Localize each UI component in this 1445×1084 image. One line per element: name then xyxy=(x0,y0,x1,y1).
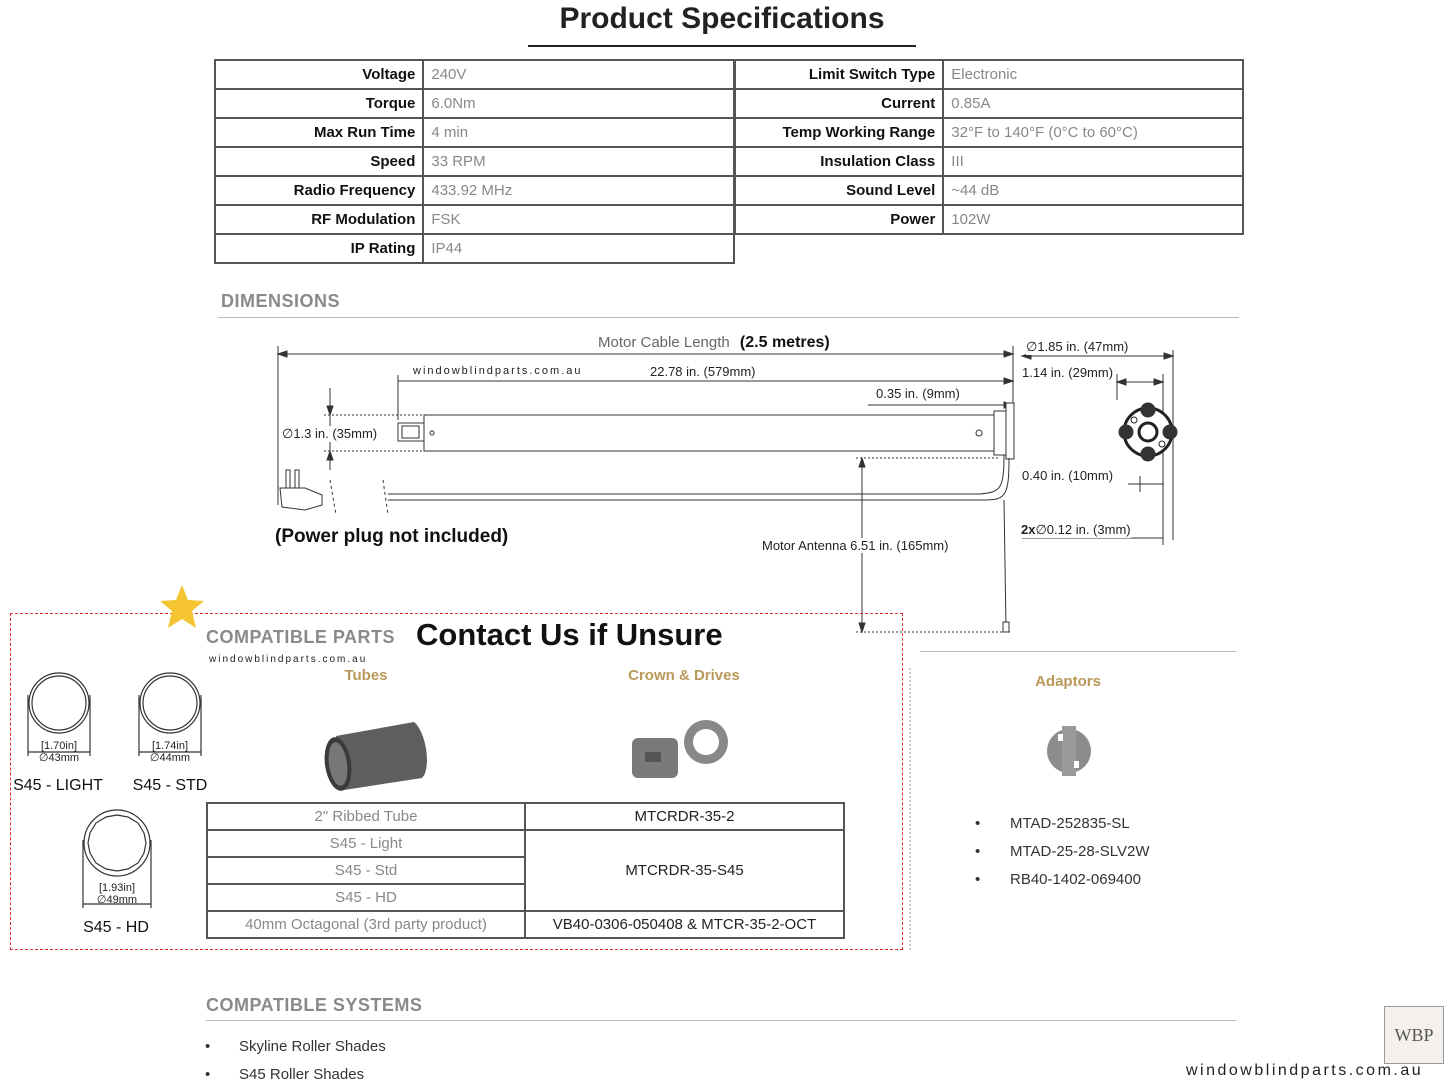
bullet-icon: • xyxy=(975,843,981,860)
tube-size-inch: [1.93in] xyxy=(98,882,136,894)
tube-cell: 40mm Octagonal (3rd party product) xyxy=(207,911,525,938)
footer-url: windowblindparts.com.au xyxy=(1186,1062,1424,1079)
adaptors-heading: Adaptors xyxy=(1035,673,1101,690)
tube-body xyxy=(424,415,994,451)
spec-value: 6.0Nm xyxy=(423,89,734,118)
drive-end-inner xyxy=(402,426,419,438)
arrow-icon xyxy=(1117,379,1126,385)
crown-cell: MTCRDR-35-2 xyxy=(525,803,844,830)
spec-value: IP44 xyxy=(423,234,734,263)
parts-watermark: windowblindparts.com.au xyxy=(209,654,368,665)
tube-size-inch: [1.74in] xyxy=(151,740,189,752)
system-name: S45 Roller Shades xyxy=(239,1066,365,1083)
tube-size-mm: ∅44mm xyxy=(149,752,191,764)
tube-profile-std-icon xyxy=(140,673,200,733)
bullet-icon: • xyxy=(975,815,981,832)
adaptor-code: MTAD-25-28-SLV2W xyxy=(1010,843,1150,860)
holes-label xyxy=(1021,522,1131,538)
antenna-line xyxy=(1004,500,1006,628)
spec-value: 32°F to 140°F (0°C to 60°C) xyxy=(943,118,1243,147)
spec-label: RF Modulation xyxy=(215,205,423,234)
tube-profile-light-icon xyxy=(29,673,89,733)
power-plug-icon xyxy=(280,488,322,510)
tube-size-std xyxy=(148,740,192,764)
bullet-icon: • xyxy=(205,1066,211,1083)
spec-value: 4 min xyxy=(423,118,734,147)
arrow-icon xyxy=(1154,379,1163,385)
spec-label: Temp Working Range xyxy=(735,118,943,147)
cable-line xyxy=(388,455,1004,494)
tube-cell: 2" Ribbed Tube xyxy=(207,803,525,830)
adaptor-code: MTAD-252835-SL xyxy=(1010,815,1130,832)
section-divider xyxy=(909,668,911,950)
motor-head-end-view-icon xyxy=(1119,403,1177,461)
spec-label: Current xyxy=(735,89,943,118)
tube-size-light xyxy=(37,740,81,764)
spec-label: Insulation Class xyxy=(735,147,943,176)
spec-label: Limit Switch Type xyxy=(735,60,943,89)
tubes-heading: Tubes xyxy=(344,667,388,684)
tube-diameter-label xyxy=(282,426,377,442)
star-icon xyxy=(157,583,207,631)
ribbed-tube-image-icon xyxy=(318,716,436,792)
spec-value: 0.85A xyxy=(943,89,1243,118)
spec-value: Electronic xyxy=(943,60,1243,89)
adaptor-image-icon xyxy=(1044,716,1094,786)
tube-size-mm: ∅49mm xyxy=(96,894,138,906)
table-row xyxy=(207,803,844,830)
spec-label: IP Rating xyxy=(215,234,423,263)
compatible-parts-table xyxy=(206,802,845,939)
spec-label: Voltage xyxy=(215,60,423,89)
tube-diameter-value: 1.3 in. (35mm) xyxy=(293,426,378,441)
tube-cell: S45 - Std xyxy=(207,857,525,884)
spec-value: ~44 dB xyxy=(943,176,1243,205)
diameter-icon: ∅ xyxy=(282,426,294,441)
tube-size-hd xyxy=(95,882,139,906)
section-divider xyxy=(206,1020,1236,1021)
compatible-systems-heading: COMPATIBLE SYSTEMS xyxy=(206,995,423,1015)
table-row xyxy=(207,911,844,938)
tube-size-mm: ∅43mm xyxy=(38,752,80,764)
head-depth-label: 0.40 in. (10mm) xyxy=(1022,468,1114,483)
motor-head-flange xyxy=(1006,403,1014,459)
holes-prefix: 2x xyxy=(1021,522,1036,537)
spec-value: 33 RPM xyxy=(423,147,734,176)
spec-value: 102W xyxy=(943,205,1243,234)
arrow-icon xyxy=(327,406,333,415)
crown-cell: MTCRDR-35-S45 xyxy=(525,830,844,911)
arrow-icon xyxy=(278,351,287,357)
arrow-icon xyxy=(859,458,865,467)
plug-note: (Power plug not included) xyxy=(275,526,509,547)
diameter-icon: ∅ xyxy=(1035,522,1047,537)
tube-cell: S45 - Light xyxy=(207,830,525,857)
head-width-label: 1.14 in. (29mm) xyxy=(1022,365,1114,380)
crown-drive-image-icon xyxy=(628,712,732,782)
length-label: 22.78 in. (579mm) xyxy=(650,364,756,379)
arrow-icon xyxy=(1164,353,1173,359)
antenna-label: Motor Antenna 6.51 in. (165mm) xyxy=(762,538,949,553)
arrow-icon xyxy=(1004,351,1013,357)
spec-label: Torque xyxy=(215,89,423,118)
system-name: Skyline Roller Shades xyxy=(239,1038,386,1055)
bullet-icon: • xyxy=(205,1038,211,1055)
dimensions-watermark: windowblindparts.com.au xyxy=(413,365,583,377)
tube-cell: S45 - HD xyxy=(207,884,525,911)
cable-length-text: Motor Cable Length xyxy=(598,334,730,351)
compatible-parts-heading: COMPATIBLE PARTS xyxy=(206,627,395,647)
arrow-icon xyxy=(1004,378,1013,384)
tube-name-std: S45 - STD xyxy=(132,777,208,794)
spec-label: Max Run Time xyxy=(215,118,423,147)
holes-value: 0.12 in. (3mm) xyxy=(1046,522,1131,537)
head-offset-label: 0.35 in. (9mm) xyxy=(876,386,960,401)
company-logo: WBP xyxy=(1384,1006,1444,1064)
spec-label: Radio Frequency xyxy=(215,176,423,205)
tube-size-inch: [1.70in] xyxy=(40,740,78,752)
motor-head xyxy=(994,411,1006,455)
diameter-icon: ∅ xyxy=(1026,339,1038,354)
section-divider xyxy=(920,651,1236,652)
spec-value: FSK xyxy=(423,205,734,234)
dimensions-heading: DIMENSIONS xyxy=(221,291,341,311)
tube-profile-hd-icon xyxy=(84,810,150,876)
spec-value: III xyxy=(943,147,1243,176)
bullet-icon: • xyxy=(975,871,981,888)
spec-label: Speed xyxy=(215,147,423,176)
page-title: Product Specifications xyxy=(559,2,885,35)
table-row xyxy=(207,830,844,857)
crowns-heading: Crown & Drives xyxy=(628,667,740,684)
spec-label: Power xyxy=(735,205,943,234)
spec-value: 433.92 MHz xyxy=(423,176,734,205)
head-diameter-label xyxy=(1026,339,1128,355)
tube-name-light: S45 - LIGHT xyxy=(13,777,103,794)
contact-callout: Contact Us if Unsure xyxy=(416,617,723,652)
cable-length-value: (2.5 metres) xyxy=(739,334,830,351)
head-diameter-value: 1.85 in. (47mm) xyxy=(1037,339,1129,354)
spec-value: 240V xyxy=(423,60,734,89)
arrow-icon xyxy=(327,451,333,460)
cable-length-label xyxy=(598,334,830,352)
spec-label: Sound Level xyxy=(735,176,943,205)
tube-name-hd: S45 - HD xyxy=(83,919,149,936)
crown-cell: VB40-0306-050408 & MTCR-35-2-OCT xyxy=(525,911,844,938)
adaptor-code: RB40-1402-069400 xyxy=(1010,871,1141,888)
